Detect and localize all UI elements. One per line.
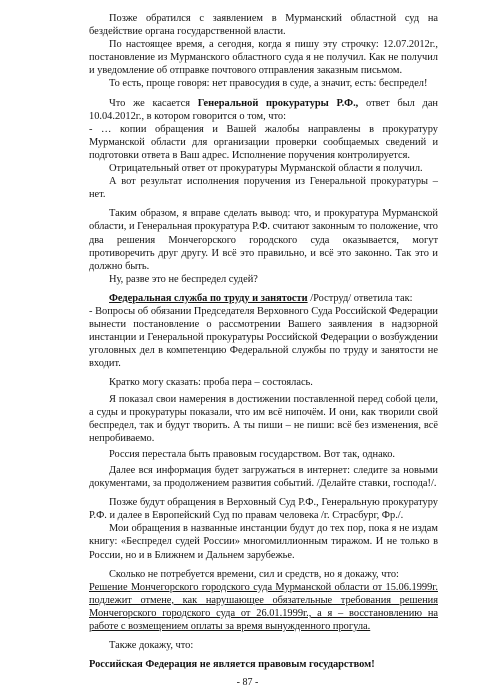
paragraph: Кратко могу сказать: проба пера – состоялась.	[109, 377, 313, 389]
paragraph: Я показал свои намерения в достижении поставленной перед собой цели, а суды и прокуратуры показали, что им всё нипочём. И они, как творили свой беспредел, так и будут творить. А ты пиши – не пиши: всё без изменения, всё непробиваемо.	[89, 393, 438, 444]
paragraph: Россия перестала быть правовым государством. Вот так, однако.	[109, 448, 395, 460]
paragraph: Сколько не потребуется времени, сил и средств, но я докажу, что:	[109, 568, 399, 580]
paragraph: Позже обратился с заявлением в Мурманский областной суд на бездействие органа государственной власти.	[89, 13, 438, 38]
paragraph: То есть, проще говоря: нет правосудия в суде, а значит, есть: беспредел!	[109, 78, 428, 90]
paragraph-rostrud	[89, 292, 438, 305]
bold-conclusion: Российская Федерация не является правовым государством!	[89, 659, 375, 671]
paragraph-underlined-claim: Решение Мончегорского городского суда Мурманской области от 15.06.1999г. подлежит отмене, как нарушающее обязательные требования решения Мончегорского городского суда от 26.01.1999г., а я – восстановлению на работе с возмещением оплаты за время вынужденного прогула.	[89, 581, 438, 633]
paragraph-prosecutor-general	[89, 97, 438, 123]
text: /Роструд/ ответила так:	[307, 292, 413, 304]
text: ответ был дан 10.04.2012г., в котором говорится о том, что:	[89, 97, 438, 122]
text: Что же касается	[109, 97, 198, 109]
paragraph-quote: - Вопросы об обязании Председателя Верховного Суда Российской Федерации вынести постановление о рассмотрении Вашего заявления в надзорной инстанции и Генеральной прокуратуры Российской Федерации о возбуждении уголовных дел в компетенцию Федеральной службы по труду и занятости не входит.	[89, 305, 438, 370]
paragraph: Мои обращения в названные инстанции будут до тех пор, пока я не издам книгу: «Беспредел судей России» многомиллионным тиражом. И не только в России, но и в Ближнем и Дальнем зарубежье.	[89, 523, 438, 561]
paragraph: По настоящее время, а сегодня, когда я пишу эту строчку: 12.07.2012г., постановление из Мурманского областного суда я не получил. Как не получил и уведомление об отправке почтового отправления заказным письмом.	[89, 39, 438, 77]
bold-term-prosecutor-general: Генеральной прокуратуры Р.Ф.,	[197, 97, 359, 109]
paragraph: Ну, разве это не беспредел судей?	[109, 273, 258, 285]
paragraph: А вот результат исполнения поручения из Генеральной прокуратуры – нет.	[89, 176, 438, 201]
paragraph: Далее вся информация будет загружаться в интернет: следите за новыми документами, за продолжением развития событий. /Делайте ставки, господа!/.	[89, 465, 438, 490]
paragraph: Отрицательный ответ от прокуратуры Мурманской области я получил.	[109, 163, 423, 175]
paragraph: Также докажу, что:	[109, 640, 194, 652]
paragraph-quote: - … копии обращения и Вашей жалобы направлены в прокуратуру Мурманской области для организации проверки сообщаемых сведений и подготовки ответа в Ваш адрес. Исполнение поручения контролируется.	[89, 123, 438, 161]
page-number: - 87 -	[236, 677, 259, 688]
paragraph: Позже будут обращения в Верховный Суд Р.Ф., Генеральную прокуратуру Р.Ф. и далее в Европейский Суд по правам человека /г. Страсбург, Фр./.	[89, 497, 438, 522]
paragraph: Таким образом, я вправе сделать вывод: что, и прокуратура Мурманской области, и Генеральная прокуратура Р.Ф. считают законным то положение, что два решения Мончегорского городского суда оказывается, могут противоречить друг другу. И всё это правильно, и всё это законно. Так это и должно быть.	[89, 208, 438, 272]
paragraph-bold-conclusion	[89, 658, 438, 671]
bold-underlined-term-rostrud: Федеральная служба по труду и занятости	[109, 292, 308, 304]
